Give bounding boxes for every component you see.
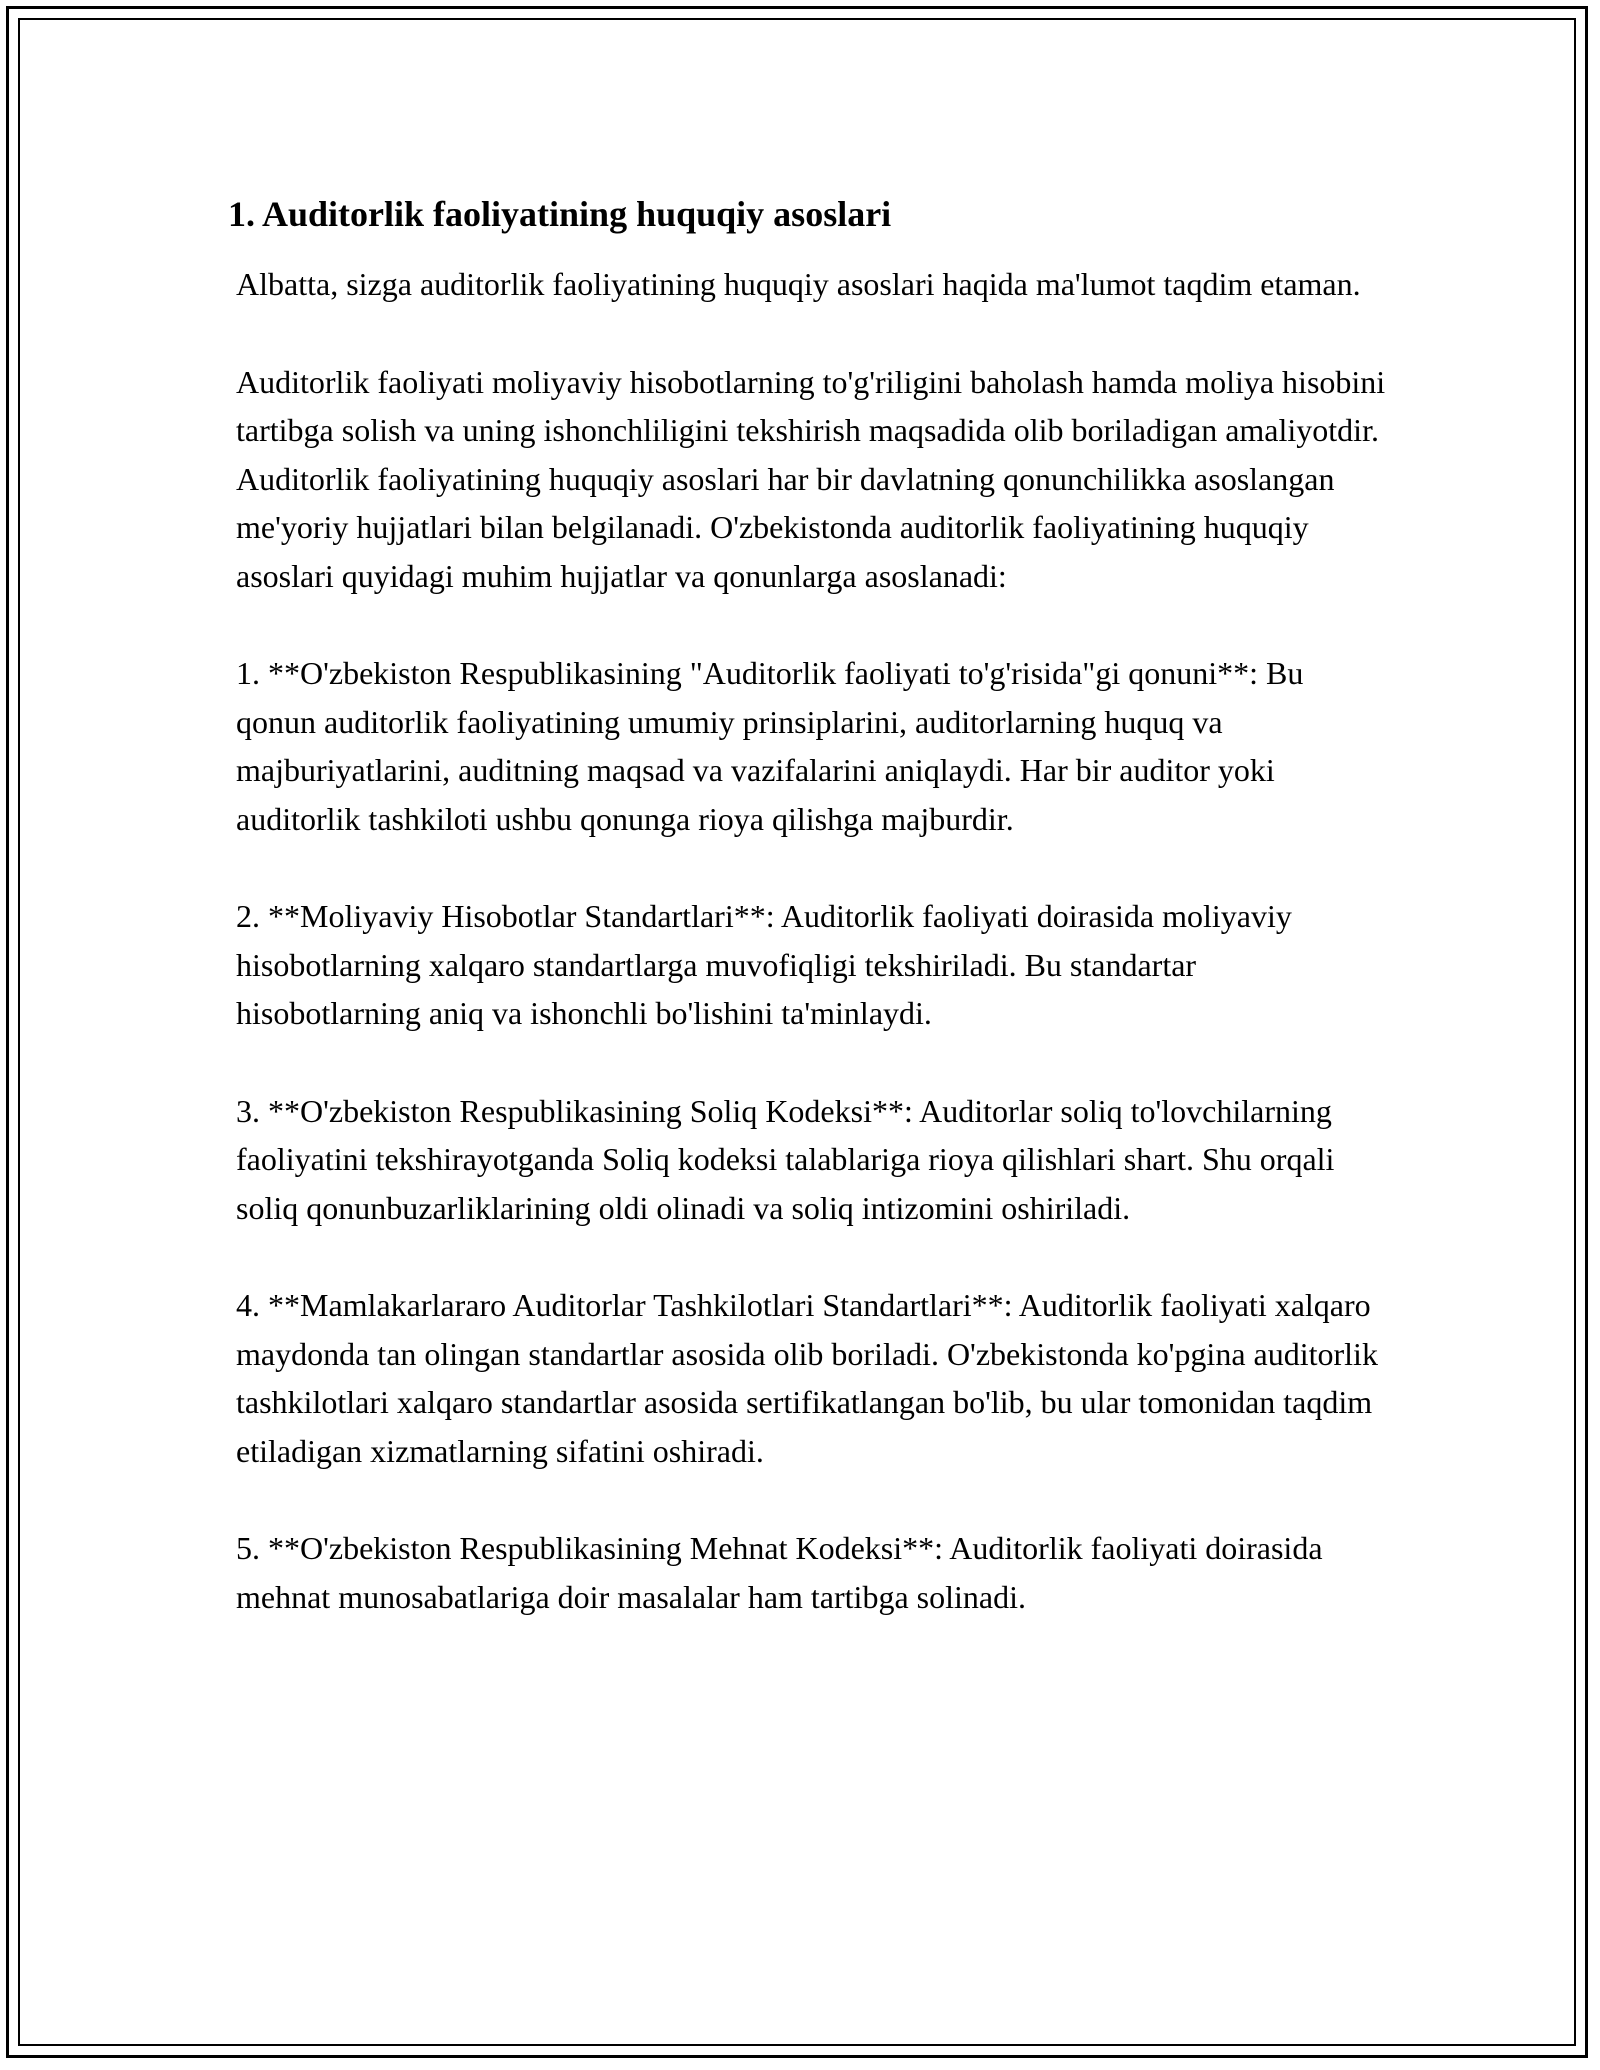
list-item-3: 3. **O'zbekiston Respublikasining Soliq Kodeksi**: Auditorlar soliq to'lovchilarning faoliyatini tekshirayotganda Soliq kodeksi talablariga rioya qilishlari shart. Shu orqali soliq qonunbuzarliklarining oldi olinadi va soliq intizomini oshiriladi. — [236, 1092, 1335, 1226]
list-item-1: 1. **O'zbekiston Respublikasining "Auditorlik faoliyati to'g'risida"gi qonuni**: Bu qonun auditorlik faoliyatining umumiy prinsiplarini, auditorlarning huquq va majburiyatlarini, auditning maqsad va vazifalarini aniqlaydi. Har bir auditor yoki auditorlik tashkiloti ushbu qonunga rioya qilishga majburdir. — [236, 655, 1304, 837]
document-body — [226, 188, 1386, 1621]
intro-paragraph: Albatta, sizga auditorlik faoliyatining huquqiy asoslari haqida ma'lumot taqdim etaman. — [236, 266, 1361, 302]
overview-paragraph: Auditorlik faoliyati moliyaviy hisobotlarning to'g'riligini baholash hamda moliya hisobini tartibga solish va uning ishonchliligini tekshirish maqsadida olib boriladigan amaliyotdir. Auditorlik faoliyatining huquqiy asoslari har bir davlatning qonunchilikka asoslangan me'yoriy hujjatlari bilan belgilanadi. O'zbekistonda auditorlik faoliyatining huquqiy asoslari quyidagi muhim hujjatlar va qonunlarga asoslanadi: — [236, 363, 1386, 594]
list-item-4: 4. **Mamlakarlararo Auditorlar Tashkilotlari Standartlari**: Auditorlik faoliyati xalqaro maydonda tan olingan standartlar asosida olib boriladi. O'zbekistonda ko'pgina auditorlik tashkilotlari xalqaro standartlar asosida sertifikatlangan bo'lib, bu ular tomonidan taqdim etiladigan xizmatlarning sifatini oshiradi. — [236, 1287, 1378, 1469]
document-title: 1. Auditorlik faoliyatining huquqiy asoslari — [228, 194, 892, 234]
list-item-2: 2. **Moliyaviy Hisobotlar Standartlari**: Auditorlik faoliyati doirasida moliyaviy hisobotlarning xalqaro standartlarga muvofiqligi tekshiriladi. Bu standartar hisobotlarning aniq va ishonchli bo'lishini ta'minlaydi. — [236, 898, 1292, 1031]
list-item-5: 5. **O'zbekiston Respublikasining Mehnat Kodeksi**: Auditorlik faoliyati doirasida mehnat munosabatlariga doir masalalar ham tartibga solinadi. — [236, 1530, 1323, 1615]
